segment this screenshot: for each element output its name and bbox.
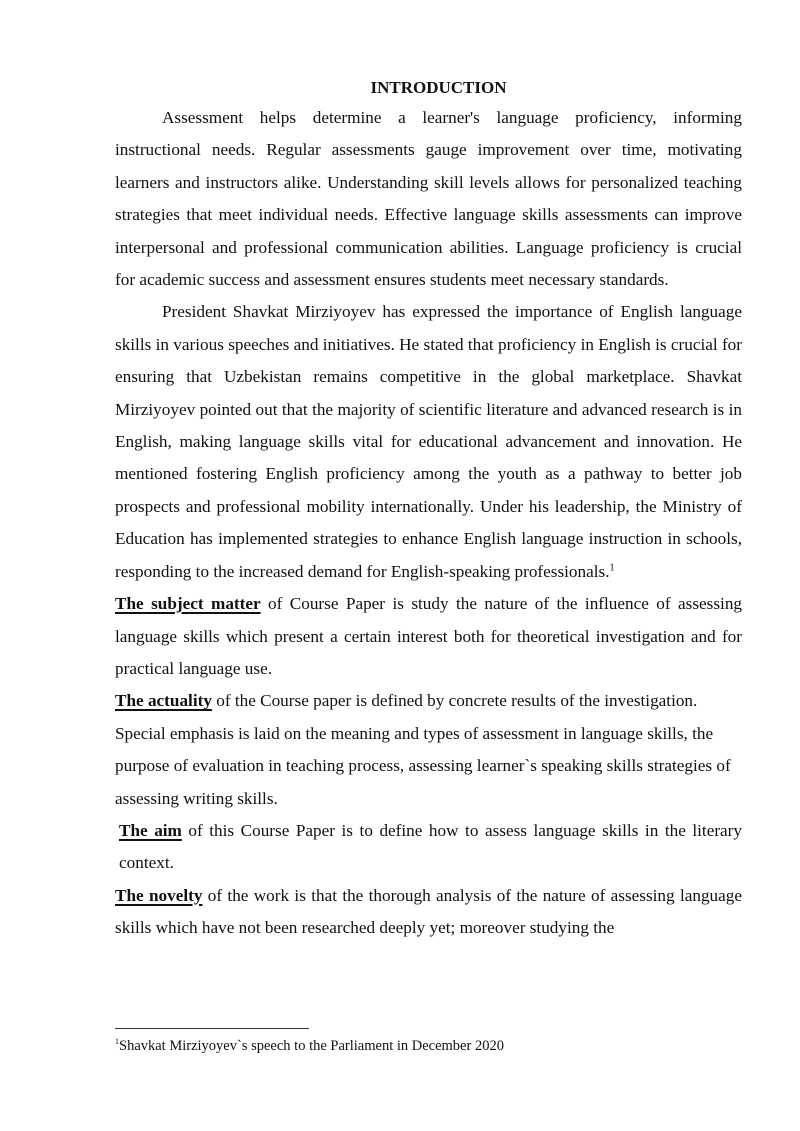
paragraph-president bbox=[115, 296, 742, 588]
footnote-reference: 1 bbox=[609, 561, 615, 573]
paragraph-text: of Course Paper is study the nature of the influence of assessing language skills which present a certain interest both for theoretical investigation and for practical language use. bbox=[115, 594, 743, 678]
paragraph-text: of this Course Paper is to define how to assess language skills in the literary context. bbox=[119, 820, 742, 873]
paragraph-subject-matter bbox=[115, 588, 742, 685]
footnote-text: Shavkat Mirziyoyev`s speech to the Parliament in December 2020 bbox=[119, 1038, 504, 1054]
paragraph-assessment bbox=[115, 102, 742, 296]
subject-matter-term: The subject matter bbox=[115, 594, 261, 614]
aim-term: The aim bbox=[119, 820, 182, 840]
footnote-divider bbox=[115, 1028, 309, 1029]
footnote-mark: 1 bbox=[115, 1037, 119, 1047]
novelty-term: The novelty bbox=[115, 885, 203, 905]
actuality-term: The actuality bbox=[115, 691, 212, 711]
paragraph-aim bbox=[115, 815, 742, 880]
paragraph-novelty bbox=[115, 880, 742, 945]
document-body bbox=[115, 74, 742, 945]
paragraph-text: Assessment helps determine a learner's language proficiency, informing instructional needs. Regular assessments gauge improvement over time, motivating learners and instructors alike. Understanding skill levels allows for personalized teaching strategies that meet individual needs. Effective language skills assessments can improve interpersonal and professional communication abilities. Language proficiency is crucial for academic success and assessment ensures students meet necessary standards. bbox=[115, 108, 742, 290]
paragraph-text: of the work is that the thorough analysis of the nature of assessing language skills which have not been researched deeply yet; moreover studying the bbox=[115, 885, 742, 938]
footnote bbox=[115, 1036, 504, 1056]
page-title: INTRODUCTION bbox=[370, 78, 507, 97]
paragraph-text: President Shavkat Mirziyoyev has expressed the importance of English language skills in various speeches and initiatives. He stated that proficiency in English is crucial for ensuring that Uzbekistan remains competitive in the global marketplace. Shavkat Mirziyoyev pointed out that the majority of scientific literature and advanced research is in English, making language skills vital for educational advancement and innovation. He mentioned fostering English proficiency among the youth as a pathway to better job prospects and professional mobility internationally. Under his leadership, the Ministry of Education has implemented strategies to enhance English language instruction in schools, responding to the increased demand for English-speaking professionals. bbox=[115, 302, 742, 581]
paragraph-actuality bbox=[115, 685, 742, 815]
paragraph-text: of the Course paper is defined by concrete results of the investigation. Special emphasis is laid on the meaning and types of assessment in language skills, the purpose of evaluation in teaching process, assessing learner`s speaking skills strategies of assessing writing skills. bbox=[115, 691, 731, 808]
